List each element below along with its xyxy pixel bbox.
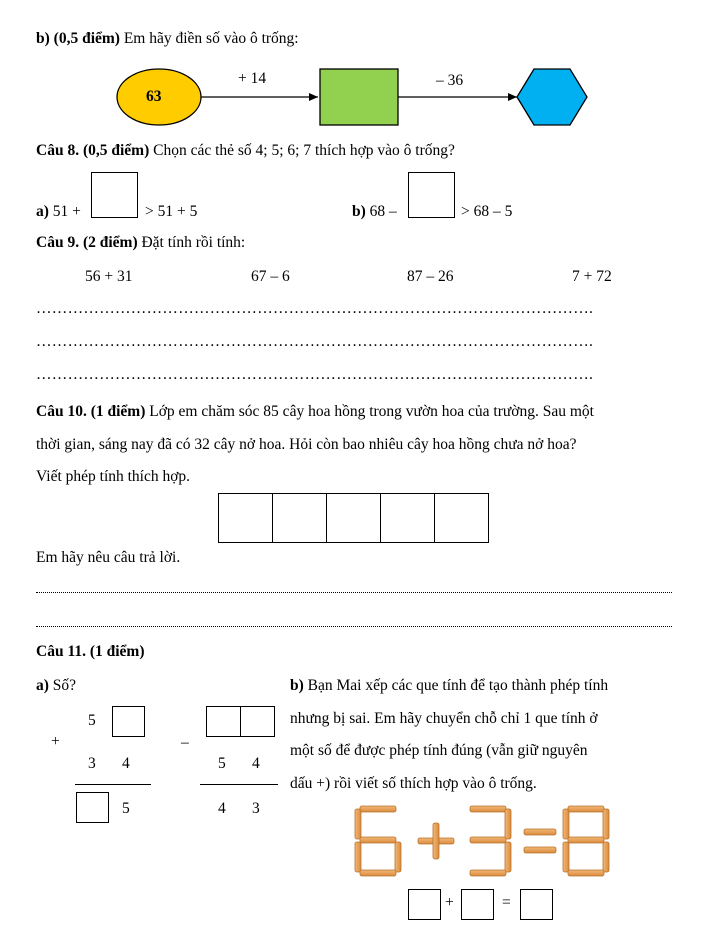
cau11-b-line-1: b) Bạn Mai xếp các que tính để tạo thành phép tính bbox=[290, 677, 609, 694]
cau10-calc-box-1[interactable] bbox=[218, 493, 273, 543]
cau8-a-right: > 51 + 5 bbox=[145, 203, 198, 220]
cau9-heading: Câu 9. (2 điểm) Đặt tính rồi tính: bbox=[36, 234, 246, 251]
sub-bottom-units: 3 bbox=[252, 800, 260, 817]
cau9-expr-1: 56 + 31 bbox=[85, 268, 133, 285]
cau11-heading: Câu 11. (1 điểm) bbox=[36, 643, 145, 660]
sub-bottom-tens: 4 bbox=[218, 800, 226, 817]
cau9-dotted-line-3[interactable]: ……………………………………………………………………………………………. bbox=[36, 366, 594, 383]
sub-top-box-units[interactable] bbox=[240, 706, 275, 737]
cau8-a-answer-box[interactable] bbox=[91, 172, 138, 218]
cau8-heading: Câu 8. (0,5 điểm) Chọn các thẻ số 4; 5; 6; 7 thích hợp vào ô trống? bbox=[36, 142, 455, 159]
add-top-box[interactable] bbox=[112, 706, 145, 737]
cau10-line-3: Viết phép tính thích hợp. bbox=[36, 468, 191, 485]
cau10-calc-box-4[interactable] bbox=[380, 493, 435, 543]
op1-label: + 14 bbox=[238, 70, 267, 87]
match-answer-box-1[interactable] bbox=[408, 889, 441, 920]
match-answer-box-2[interactable] bbox=[461, 889, 494, 920]
digit-3-sticks bbox=[470, 806, 511, 876]
cau10-answer-line-2[interactable] bbox=[36, 626, 672, 627]
cau9-expr-2: 67 – 6 bbox=[251, 268, 290, 285]
add-bottom-digit: 5 bbox=[122, 800, 130, 817]
sub-top-box-tens[interactable] bbox=[206, 706, 241, 737]
add-result-box[interactable] bbox=[76, 792, 109, 823]
sub-result-line bbox=[200, 784, 278, 785]
sub-sign: – bbox=[181, 734, 189, 751]
cau10-calc-box-2[interactable] bbox=[272, 493, 327, 543]
cau9-dotted-line-1[interactable]: ……………………………………………………………………………………………. bbox=[36, 300, 594, 317]
cau9-expr-3: 87 – 26 bbox=[407, 268, 454, 285]
part-b-heading: b) (0,5 điểm) Em hãy điền số vào ô trống: bbox=[36, 30, 299, 47]
add-mid-tens: 3 bbox=[88, 755, 96, 772]
equals-sticks bbox=[524, 829, 556, 853]
add-top-digit: 5 bbox=[88, 712, 96, 729]
add-mid-units: 4 bbox=[122, 755, 130, 772]
match-answer-box-3[interactable] bbox=[520, 889, 553, 920]
flow-diagram bbox=[0, 60, 721, 140]
add-result-line bbox=[75, 784, 151, 785]
sub-mid-units: 4 bbox=[252, 755, 260, 772]
cau8-a-left: a) 51 + bbox=[36, 203, 81, 220]
digit-6-sticks bbox=[355, 806, 401, 876]
cau10-calc-box-5[interactable] bbox=[434, 493, 489, 543]
cau8-b-right: > 68 – 5 bbox=[461, 203, 513, 220]
plus-sticks bbox=[418, 823, 454, 859]
cau11-b-line-4: dấu +) rồi viết số thích hợp vào ô trống. bbox=[290, 775, 537, 792]
cau10-answer-prompt: Em hãy nêu câu trả lời. bbox=[36, 549, 181, 566]
cau11-b-line-2: nhưng bị sai. Em hãy chuyển chỗ chỉ 1 que tính ở bbox=[290, 710, 598, 727]
cau10-line-2: thời gian, sáng nay đã có 32 cây nở hoa. Hỏi còn bao nhiêu cây hoa hồng chưa nở hoa? bbox=[36, 436, 577, 453]
answer-rect bbox=[320, 69, 398, 125]
cau10-calc-box-3[interactable] bbox=[326, 493, 381, 543]
cau8-b-answer-box[interactable] bbox=[408, 172, 455, 218]
cau9-expr-4: 7 + 72 bbox=[572, 268, 612, 285]
digit-8-sticks bbox=[563, 806, 609, 876]
cau11-b-line-3: một số để được phép tính đúng (vẫn giữ nguyên bbox=[290, 742, 588, 759]
cau8-b-left: b) 68 – bbox=[352, 203, 397, 220]
cau10-answer-line-1[interactable] bbox=[36, 592, 672, 593]
cau9-dotted-line-2[interactable]: ……………………………………………………………………………………………. bbox=[36, 333, 594, 350]
sub-mid-tens: 5 bbox=[218, 755, 226, 772]
start-number: 63 bbox=[146, 88, 162, 105]
add-sign: + bbox=[51, 733, 60, 750]
cau10-line-1: Câu 10. (1 điểm) Lớp em chăm sóc 85 cây hoa hồng trong vườn hoa của trường. Sau một bbox=[36, 403, 594, 420]
matchstick-equation bbox=[346, 803, 626, 879]
match-answer-eq: = bbox=[502, 894, 511, 911]
answer-hexagon bbox=[517, 69, 587, 125]
cau11-a-heading: a) Số? bbox=[36, 677, 77, 694]
op2-label: – 36 bbox=[436, 72, 464, 89]
match-answer-plus: + bbox=[445, 894, 454, 911]
